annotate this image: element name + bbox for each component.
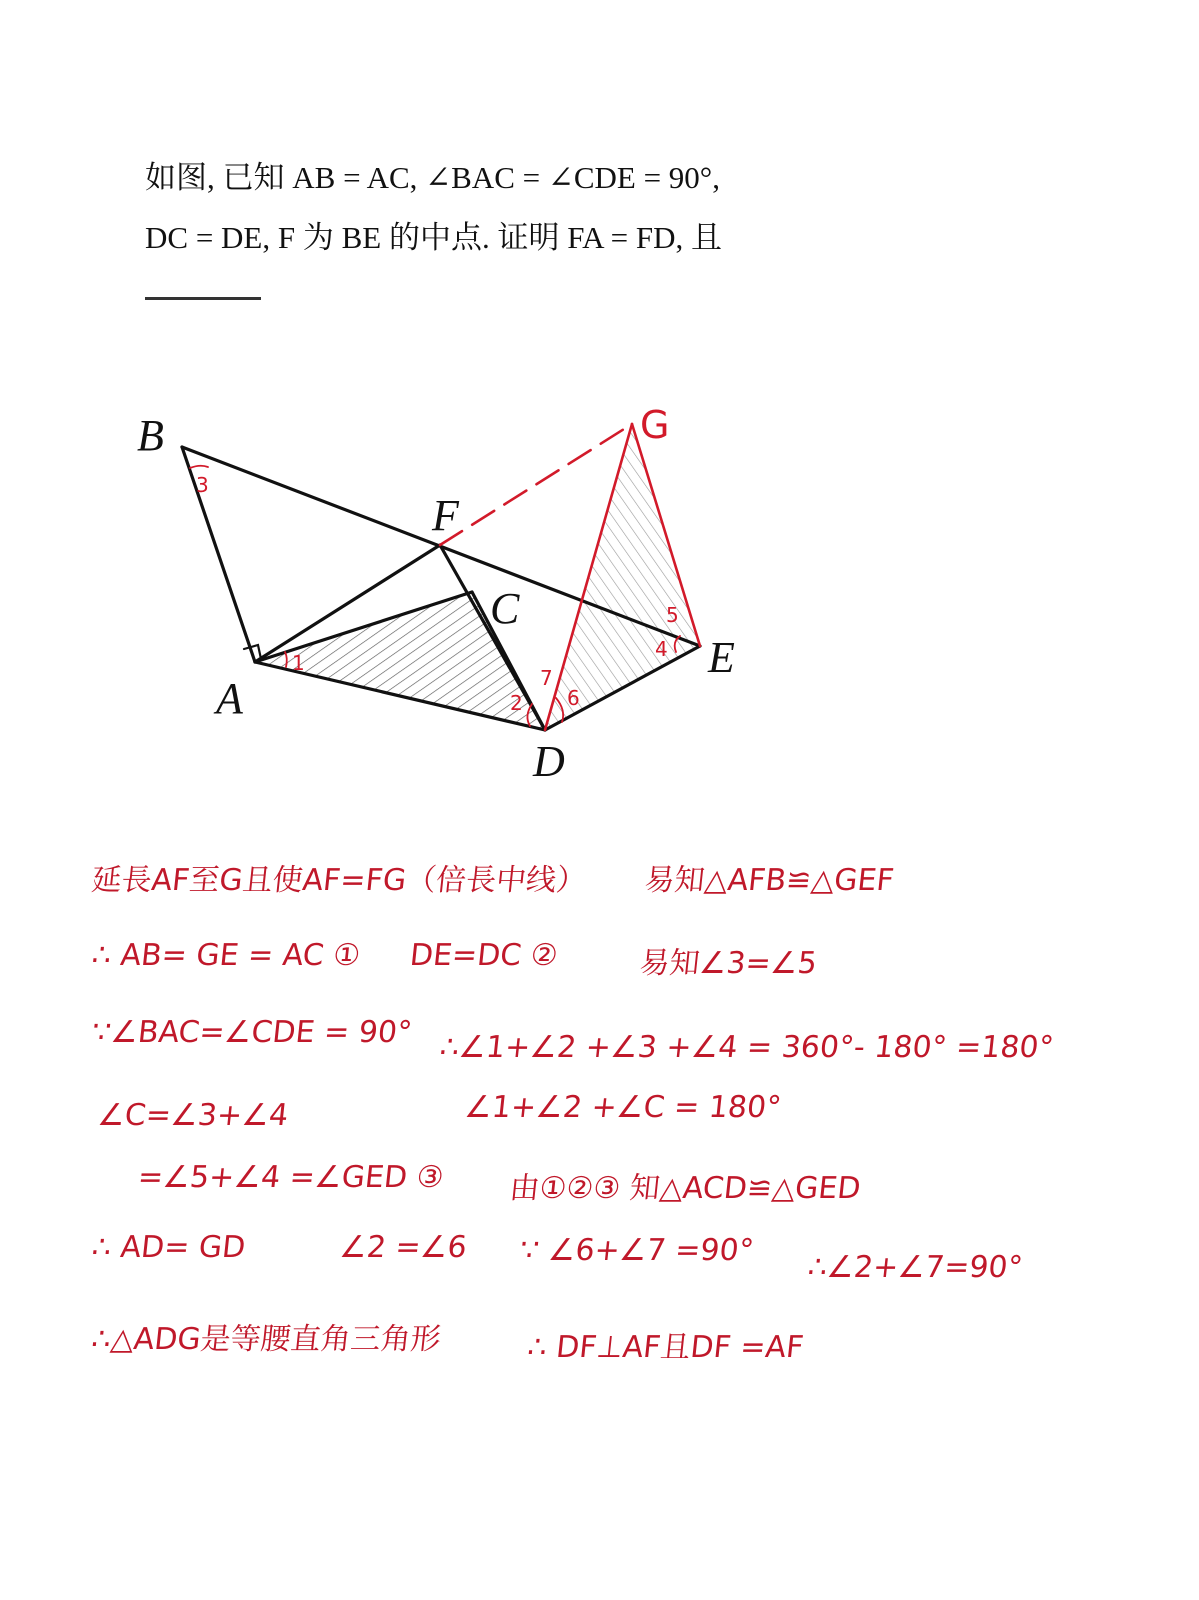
solution-step-15: ∴∠2+∠7=90°	[806, 1250, 1025, 1285]
problem-statement	[145, 148, 1025, 268]
solution-step-14: ∵ ∠6+∠7 =90°	[518, 1233, 756, 1268]
solution-step-10: =∠5+∠4 =∠GED ③	[136, 1160, 446, 1195]
solution-step-17: ∴ DF⊥AF且DF =AF	[525, 1330, 806, 1365]
solution-step-4: DE=DC ②	[408, 938, 560, 973]
geometry-figure	[0, 380, 1199, 800]
solution-step-12: ∴ AD= GD	[90, 1230, 248, 1265]
point-label-d: D	[533, 737, 565, 786]
solution-step-16: ∴△ADG是等腰直角三角形	[89, 1322, 443, 1357]
segment-ab	[182, 447, 255, 662]
solution-step-7: ∴∠1+∠2 +∠3 +∠4 = 360°- 180° =180°	[438, 1030, 1056, 1065]
angle-label-5: 5	[666, 603, 679, 627]
point-label-b: B	[137, 411, 164, 460]
angle-arc-3	[190, 466, 208, 468]
solution-step-3: ∴ AB= GE = AC ①	[90, 938, 363, 973]
shaded-triangle-ged	[545, 424, 700, 730]
solution-step-13: ∠2 =∠6	[338, 1230, 469, 1265]
point-label-c: C	[490, 584, 520, 633]
solution-step-2: 易知△AFB≌△GEF	[642, 863, 896, 898]
point-label-g: G	[640, 403, 670, 447]
angle-label-3: 3	[196, 473, 209, 497]
answer-blank	[145, 297, 261, 300]
solution-step-6: ∵∠BAC=∠CDE = 90°	[90, 1015, 414, 1050]
point-label-f: F	[432, 491, 459, 540]
angle-label-7: 7	[540, 666, 553, 690]
angle-label-6: 6	[567, 686, 580, 710]
point-label-e: E	[708, 633, 735, 682]
problem-line-2: DC = DE, F 为 BE 的中点. 证明 FA = FD, 且	[145, 220, 722, 255]
angle-label-4: 4	[655, 637, 668, 661]
solution-step-5: 易知∠3=∠5	[637, 946, 819, 981]
point-label-a: A	[216, 674, 243, 723]
solution-step-8: ∠C=∠3+∠4	[96, 1098, 290, 1133]
solution-step-11: 由①②③ 知△ACD≌△GED	[507, 1171, 863, 1206]
problem-line-1: 如图, 已知 AB = AC, ∠BAC = ∠CDE = 90°,	[145, 160, 720, 195]
solution-step-1: 延長AF至G且使AF=FG（倍長中线）	[89, 863, 588, 898]
angle-label-1: 1	[292, 651, 305, 675]
solution-step-9: ∠1+∠2 +∠C = 180°	[463, 1090, 783, 1125]
angle-label-2: 2	[510, 691, 523, 715]
